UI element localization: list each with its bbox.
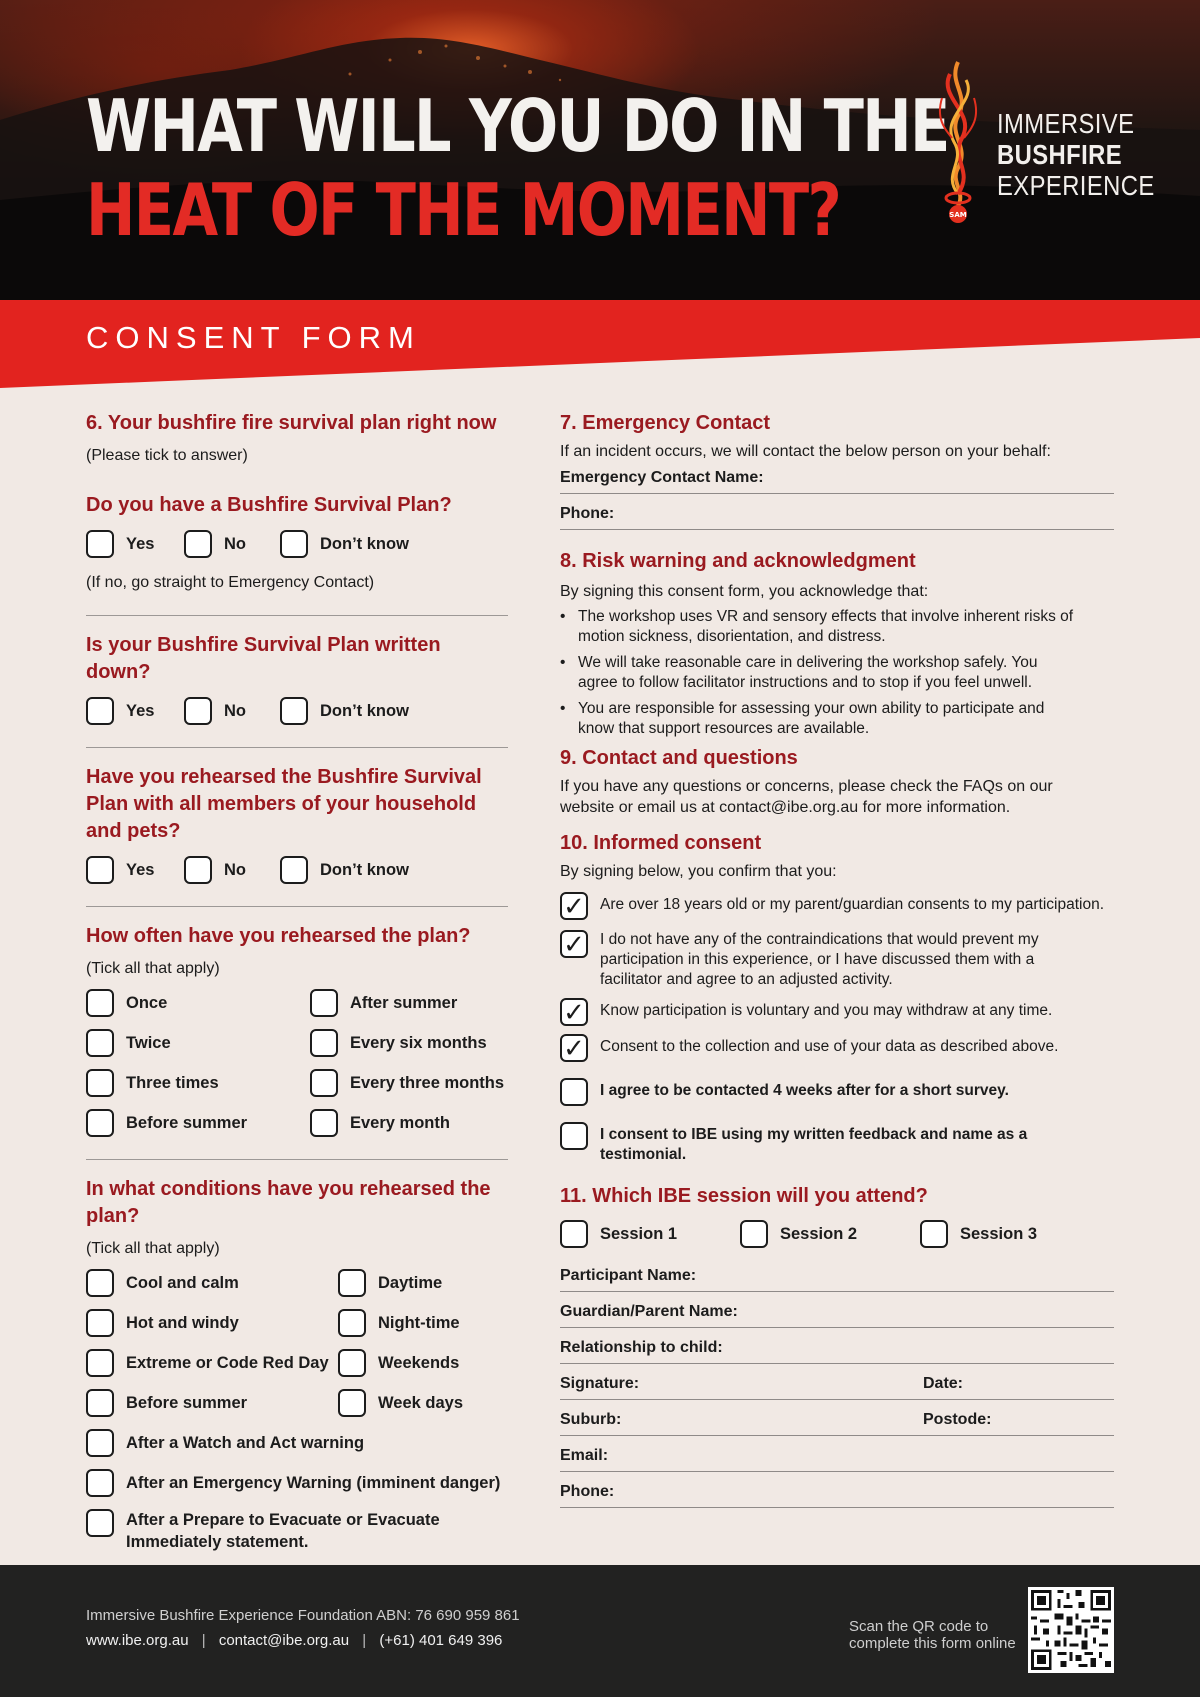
q5-option-checkbox[interactable]: [338, 1349, 518, 1377]
right-column: [560, 410, 1114, 1508]
q4-question: How often have you rehearsed the plan?: [86, 925, 471, 947]
checkbox-icon[interactable]: [560, 1220, 588, 1248]
option-label: Every three months: [350, 1073, 505, 1092]
checkbox-icon[interactable]: [338, 1389, 366, 1417]
q5-option-checkbox[interactable]: [338, 1269, 518, 1297]
q2-options: [86, 697, 508, 725]
option-label: Yes: [126, 534, 155, 553]
emergency-contact-phone-field[interactable]: [560, 494, 1114, 530]
checkbox-icon[interactable]: [86, 1429, 114, 1457]
q5-emergency-warning-checkbox[interactable]: [86, 1469, 508, 1497]
footer-email-link[interactable]: contact@ibe.org.au: [218, 1632, 350, 1649]
option-label: After an Emergency Warning (imminent danger): [126, 1473, 501, 1492]
option-label: Session 1: [600, 1224, 678, 1243]
field-label: Relationship to child:: [560, 1339, 723, 1356]
footer-website-link[interactable]: www.ibe.org.au: [86, 1632, 189, 1649]
signature-date-row[interactable]: [560, 1364, 1114, 1400]
participant-details: [560, 1256, 1114, 1508]
q3-yes-checkbox[interactable]: [86, 856, 184, 884]
q1-yes-checkbox[interactable]: [86, 530, 184, 558]
hero-title-line-1: WHAT WILL YOU DO IN THE: [86, 84, 949, 168]
q5-option-checkbox[interactable]: [338, 1309, 518, 1337]
field-label: Emergency Contact Name:: [560, 469, 764, 486]
consent-contraindications-checkbox[interactable]: [560, 930, 1114, 990]
checkmark-icon[interactable]: ✓: [560, 892, 588, 920]
q5-option-checkbox[interactable]: [86, 1269, 338, 1297]
option-label: Extreme or Code Red Day: [126, 1353, 329, 1372]
checkbox-icon[interactable]: [184, 697, 212, 725]
risk-bullet: • You are responsible for assessing your own ability to participate and know that support resources are available.: [560, 699, 1080, 739]
hero-banner: [0, 0, 1200, 300]
option-label: After summer: [350, 993, 458, 1012]
q4-option-checkbox[interactable]: [310, 1109, 510, 1137]
separator: |: [201, 1632, 206, 1649]
consent-text: Are over 18 years old or my parent/guardian consents to my participation.: [600, 896, 1105, 913]
q5-evacuate-checkbox[interactable]: [86, 1509, 508, 1553]
qr-code-icon[interactable]: [1028, 1587, 1114, 1673]
option-label: No: [224, 534, 246, 553]
consent-voluntary-checkbox[interactable]: [560, 998, 1114, 1026]
survey-contact-checkbox[interactable]: [560, 1078, 1114, 1106]
divider: [86, 747, 508, 748]
q2-yes-checkbox[interactable]: [86, 697, 184, 725]
option-label: Cool and calm: [126, 1273, 239, 1292]
checkbox-icon[interactable]: [86, 530, 114, 558]
participant-name-field[interactable]: [560, 1256, 1114, 1292]
q1-dont-know-checkbox[interactable]: [280, 530, 409, 558]
q4-option-checkbox[interactable]: [86, 989, 310, 1017]
q3-question: Have you rehearsed the Bushfire Survival Plan with all members of your household and pets?: [86, 766, 482, 842]
section-7-intro: If an incident occurs, we will contact the below person on your behalf:: [560, 443, 1051, 460]
brand-line-2: BUSHFIRE: [997, 139, 1123, 170]
q5-options: [86, 1269, 508, 1417]
section-8-intro: By signing this consent form, you acknowledge that:: [560, 583, 929, 600]
option-label: Don’t know: [320, 860, 409, 879]
checkmark-icon[interactable]: ✓: [560, 1034, 588, 1062]
relationship-field[interactable]: [560, 1328, 1114, 1364]
footer-phone: (+61) 401 649 396: [379, 1632, 503, 1649]
separator: |: [362, 1632, 367, 1649]
risk-bullet: • We will take reasonable care in delivering the workshop safely. You agree to follow facilitator instructions and to stop if you feel unwell.: [560, 653, 1080, 693]
checkmark-icon[interactable]: ✓: [560, 930, 588, 958]
ibe-flame-logo-icon: [928, 58, 988, 223]
q4-option-checkbox[interactable]: [310, 1029, 510, 1057]
checkbox-icon[interactable]: [920, 1220, 948, 1248]
q5-option-checkbox[interactable]: [86, 1389, 338, 1417]
field-label: Phone:: [560, 1483, 615, 1500]
checkbox-icon[interactable]: [560, 1078, 588, 1106]
option-label: Session 2: [780, 1224, 858, 1243]
q3-no-checkbox[interactable]: [184, 856, 280, 884]
checkbox-icon[interactable]: [280, 530, 308, 558]
q1-options: [86, 530, 508, 558]
option-label: Every six months: [350, 1033, 487, 1052]
checkbox-icon[interactable]: [86, 1389, 114, 1417]
q2-no-checkbox[interactable]: [184, 697, 280, 725]
option-label: Session 3: [960, 1224, 1038, 1243]
section-6-heading: 6. Your bushfire fire survival plan right now: [86, 412, 497, 434]
q4-option-checkbox[interactable]: [86, 1109, 310, 1137]
consent-text: I do not have any of the contraindications that would prevent my participation in this experience, or I have discussed them with a facilitator and agree to an adjusted activity.: [600, 931, 1039, 988]
q3-options: [86, 856, 508, 884]
divider: [86, 615, 508, 616]
footer: [0, 1565, 1200, 1697]
section-10-heading: 10. Informed consent: [560, 832, 762, 854]
q4-option-checkbox[interactable]: [86, 1029, 310, 1057]
risk-bullet-list: [560, 607, 1080, 739]
checkbox-icon[interactable]: [310, 989, 338, 1017]
suburb-postcode-row[interactable]: [560, 1400, 1114, 1436]
q4-options: [86, 989, 508, 1137]
consent-age-checkbox[interactable]: [560, 892, 1114, 920]
field-label: Postode:: [923, 1411, 992, 1428]
session-2-checkbox[interactable]: [740, 1220, 920, 1248]
checkbox-icon[interactable]: [184, 856, 212, 884]
checkbox-icon[interactable]: [740, 1220, 768, 1248]
option-label: No: [224, 701, 246, 720]
option-label: Don’t know: [320, 701, 409, 720]
section-9-heading: 9. Contact and questions: [560, 747, 798, 769]
checkbox-icon[interactable]: [310, 1069, 338, 1097]
checkbox-icon[interactable]: [86, 1349, 114, 1377]
option-label: Hot and windy: [126, 1313, 239, 1332]
field-label: Email:: [560, 1447, 609, 1464]
field-label: Signature:: [560, 1375, 640, 1392]
q5-option-checkbox[interactable]: [338, 1389, 518, 1417]
option-label: Daytime: [378, 1273, 443, 1292]
q5-watch-and-act-checkbox[interactable]: [86, 1429, 508, 1457]
checkbox-icon[interactable]: [310, 1029, 338, 1057]
q4-option-checkbox[interactable]: [310, 1069, 510, 1097]
option-label: Before summer: [126, 1113, 248, 1132]
option-label: Yes: [126, 860, 155, 879]
qr-text-line-1: Scan the QR code to: [849, 1618, 989, 1635]
checkbox-icon[interactable]: [184, 530, 212, 558]
q1-note: (If no, go straight to Emergency Contact): [86, 574, 375, 591]
q1-question: Do you have a Bushfire Survival Plan?: [86, 494, 452, 516]
option-label: Night-time: [378, 1313, 460, 1332]
q4-option-checkbox[interactable]: [310, 989, 510, 1017]
left-column: [86, 410, 508, 1553]
checkbox-icon[interactable]: [86, 1109, 114, 1137]
checkbox-icon[interactable]: [86, 856, 114, 884]
field-label: Guardian/Parent Name:: [560, 1303, 738, 1320]
checkbox-icon[interactable]: [280, 697, 308, 725]
consent-text: I consent to IBE using my written feedback and name as a testimonial.: [600, 1126, 1028, 1163]
section-9-text: If you have any questions or concerns, please check the FAQs on our website or email us at contact@ibe.org.au for more information.: [560, 778, 1053, 816]
checkbox-icon[interactable]: [86, 1029, 114, 1057]
checkbox-icon[interactable]: [338, 1269, 366, 1297]
checkbox-icon[interactable]: [560, 1122, 588, 1150]
session-options: [560, 1220, 1114, 1248]
divider: [86, 1159, 508, 1160]
checkmark-icon[interactable]: ✓: [560, 998, 588, 1026]
q5-question: In what conditions have you rehearsed the plan?: [86, 1178, 491, 1227]
option-label: No: [224, 860, 246, 879]
session-3-checkbox[interactable]: [920, 1220, 1037, 1248]
checkbox-icon[interactable]: [280, 856, 308, 884]
logo-mark-text: SAM: [949, 211, 967, 219]
phone-field[interactable]: [560, 1472, 1114, 1508]
q1-no-checkbox[interactable]: [184, 530, 280, 558]
section-6-hint: (Please tick to answer): [86, 447, 248, 464]
option-label: Week days: [378, 1393, 463, 1412]
checkbox-icon[interactable]: [338, 1349, 366, 1377]
consent-text: I agree to be contacted 4 weeks after for a short survey.: [600, 1082, 1009, 1099]
consent-text: Know participation is voluntary and you may withdraw at any time.: [600, 1002, 1053, 1019]
testimonial-checkbox[interactable]: [560, 1122, 1114, 1165]
hero-title-line-2: HEAT OF THE MOMENT?: [86, 168, 841, 252]
q4-hint: (Tick all that apply): [86, 960, 220, 977]
option-label: Every month: [350, 1113, 450, 1132]
checkbox-icon[interactable]: [86, 1309, 114, 1337]
q5-option-checkbox[interactable]: [86, 1349, 338, 1377]
section-10-intro: By signing below, you confirm that you:: [560, 863, 837, 880]
field-label: Phone:: [560, 505, 615, 522]
session-1-checkbox[interactable]: [560, 1220, 740, 1248]
guardian-name-field[interactable]: [560, 1292, 1114, 1328]
checkbox-icon[interactable]: [86, 989, 114, 1017]
brand-line-1: IMMERSIVE: [997, 108, 1135, 139]
option-label: Don’t know: [320, 534, 409, 553]
option-label: Twice: [126, 1033, 171, 1052]
option-label: Before summer: [126, 1393, 248, 1412]
checkbox-icon[interactable]: [86, 1509, 114, 1537]
option-label: After a Prepare to Evacuate or Evacuate Immediately statement.: [126, 1511, 440, 1551]
section-11-heading: 11. Which IBE session will you attend?: [560, 1185, 928, 1207]
footer-contact: [86, 1632, 502, 1649]
brand-name: [997, 108, 1183, 201]
emergency-contact-name-field[interactable]: [560, 462, 1114, 494]
option-label: Weekends: [378, 1353, 460, 1372]
risk-bullet: • The workshop uses VR and sensory effects that involve inherent risks of motion sickness, disorientation, and distress.: [560, 607, 1080, 647]
qr-text-line-2: complete this form online: [849, 1635, 1016, 1652]
option-label: Once: [126, 993, 168, 1012]
qr-instruction: [849, 1618, 1016, 1652]
field-label: Suburb:: [560, 1411, 622, 1428]
brand-line-3: EXPERIENCE: [997, 170, 1155, 201]
q5-hint: (Tick all that apply): [86, 1240, 220, 1257]
checkbox-icon[interactable]: [86, 1069, 114, 1097]
field-label: Date:: [923, 1375, 964, 1392]
section-7-heading: 7. Emergency Contact: [560, 412, 771, 434]
option-label: Yes: [126, 701, 155, 720]
section-8-heading: 8. Risk warning and acknowledgment: [560, 550, 916, 572]
email-field[interactable]: [560, 1436, 1114, 1472]
footer-org-abn: Immersive Bushfire Experience Foundation ABN: 76 690 959 861: [86, 1607, 520, 1624]
q2-question: Is your Bushfire Survival Plan written down?: [86, 634, 441, 683]
q3-dont-know-checkbox[interactable]: [280, 856, 409, 884]
consent-data-checkbox[interactable]: [560, 1034, 1114, 1062]
option-label: After a Watch and Act warning: [126, 1433, 365, 1452]
checkbox-icon[interactable]: [86, 697, 114, 725]
field-label: Participant Name:: [560, 1267, 697, 1284]
consent-text: Consent to the collection and use of your data as described above.: [600, 1038, 1059, 1055]
checkbox-icon[interactable]: [338, 1309, 366, 1337]
checkbox-icon[interactable]: [86, 1469, 114, 1497]
checkbox-icon[interactable]: [86, 1269, 114, 1297]
q4-option-checkbox[interactable]: [86, 1069, 310, 1097]
hero-title: [86, 84, 949, 252]
q5-option-checkbox[interactable]: [86, 1309, 338, 1337]
checkbox-icon[interactable]: [310, 1109, 338, 1137]
banner-title: CONSENT FORM: [86, 320, 421, 355]
divider: [86, 906, 508, 907]
option-label: Three times: [126, 1073, 219, 1092]
q2-dont-know-checkbox[interactable]: [280, 697, 409, 725]
